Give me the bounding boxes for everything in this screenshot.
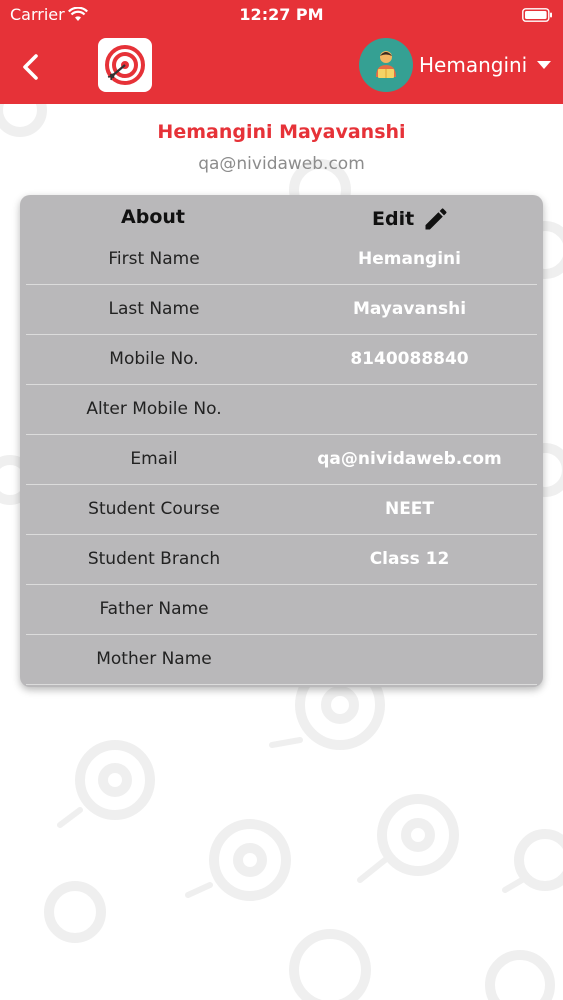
about-rows: [26, 235, 537, 685]
profile-summary: [0, 118, 563, 176]
carrier-label: Carrier: [10, 5, 65, 24]
about-card: [20, 195, 543, 687]
pencil-icon: [422, 205, 450, 233]
app-logo: [98, 38, 152, 92]
row-student-course: [26, 485, 537, 535]
back-arrow-icon: [14, 50, 48, 84]
battery-icon: [522, 8, 553, 22]
about-title: About: [121, 206, 185, 228]
row-value: Mayavanshi: [352, 299, 467, 319]
edit-button[interactable]: [372, 203, 450, 235]
row-last-name: [26, 285, 537, 335]
row-father-name: [26, 585, 537, 635]
profile-name: Hemangini Mayavanshi: [157, 121, 406, 143]
row-value: Class 12: [369, 549, 450, 569]
user-menu[interactable]: [359, 38, 551, 92]
row-mother-name: [26, 635, 537, 685]
edit-label: Edit: [372, 208, 415, 230]
row-label: Mother Name: [96, 649, 212, 669]
back-button[interactable]: [14, 50, 48, 84]
row-label: Father Name: [99, 599, 209, 619]
user-name-label: Hemangini: [419, 53, 528, 77]
status-bar: [0, 0, 563, 30]
row-value: Hemangini: [358, 249, 461, 269]
row-alter-mobile-no: [26, 385, 537, 435]
row-first-name: [26, 235, 537, 285]
row-value: NEET: [384, 499, 435, 519]
row-label: Mobile No.: [109, 349, 199, 369]
clock-time: 12:27 PM: [239, 5, 324, 24]
row-value: 8140088840: [350, 349, 469, 369]
app-bar: [0, 30, 563, 104]
target-logo-icon: [104, 44, 146, 86]
row-label: Last Name: [108, 299, 200, 319]
row-label: Student Branch: [87, 549, 221, 569]
row-value: qa@nividaweb.com: [317, 449, 502, 469]
row-label: Alter Mobile No.: [86, 399, 222, 419]
row-label: Student Course: [88, 499, 220, 519]
row-student-branch: [26, 535, 537, 585]
avatar: [359, 38, 413, 92]
row-email: [26, 435, 537, 485]
caret-down-icon: [537, 61, 551, 70]
row-mobile-no: [26, 335, 537, 385]
row-label: Email: [130, 449, 178, 469]
student-avatar-icon: [368, 47, 404, 83]
row-label: First Name: [108, 249, 200, 269]
profile-email: qa@nividaweb.com: [198, 154, 365, 174]
